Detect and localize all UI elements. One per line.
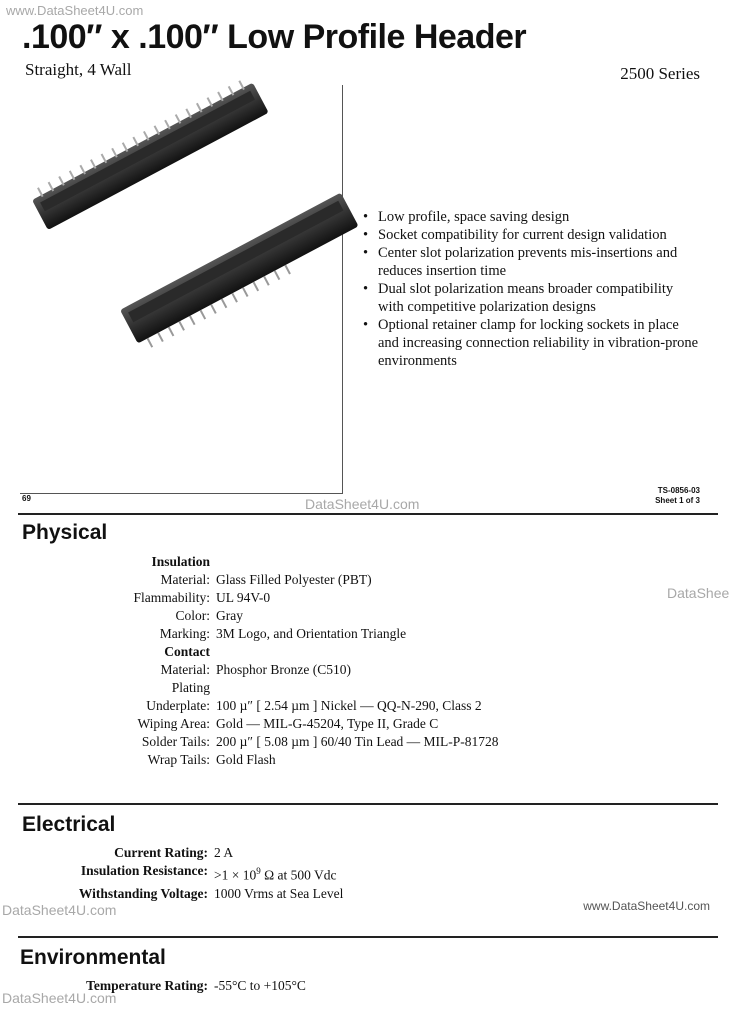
physical-specs xyxy=(0,553,499,769)
spec-label: Insulation Resistance: xyxy=(80,863,208,878)
spec-value: 2 A xyxy=(214,845,234,860)
spec-label: Current Rating: xyxy=(114,845,208,860)
watermark-middle: DataSheet4U.com xyxy=(305,496,420,512)
spec-label: Material: xyxy=(160,662,210,677)
section-divider xyxy=(18,513,718,515)
connector-back xyxy=(28,76,268,230)
spec-label: Underplate: xyxy=(146,698,210,713)
physical-heading: Physical xyxy=(22,521,108,544)
spec-value: 1000 Vrms at Sea Level xyxy=(214,885,344,901)
watermark-left: DataSheet4U.com xyxy=(2,902,117,918)
value-prefix: >1 × 10 xyxy=(214,867,257,883)
section-divider xyxy=(18,803,718,805)
series-label: 2500 Series xyxy=(620,64,700,83)
spec-value xyxy=(214,862,337,885)
header-connector-illustration xyxy=(20,85,342,493)
product-photo xyxy=(20,85,343,494)
spec-label: Temperature Rating: xyxy=(86,978,208,993)
connector-front xyxy=(120,193,363,353)
plating-group-label: Plating xyxy=(171,680,210,695)
spec-value: 200 µ″ [ 5.08 µm ] 60/40 Tin Lead — MIL-P-81728 xyxy=(216,734,499,749)
environmental-heading: Environmental xyxy=(20,946,166,969)
electrical-heading: Electrical xyxy=(22,813,116,836)
spec-value: Gray xyxy=(216,608,243,623)
spec-label: Withstanding Voltage: xyxy=(78,885,208,901)
value-suffix: Ω at 500 Vdc xyxy=(260,867,337,883)
feature-item: • Dual slot polarization means broader compatibility with competitive polarization designs xyxy=(360,280,700,316)
feature-item: • Optional retainer clamp for locking sockets in place and increasing connection reliability in vibration-prone environments xyxy=(360,316,700,370)
insulation-group-label: Insulation xyxy=(151,554,210,569)
feature-item: • Socket compatibility for current design validation xyxy=(360,226,700,244)
feature-item: • Low profile, space saving design xyxy=(360,208,700,226)
photo-sheet-number: Sheet 1 of 3 xyxy=(655,496,700,505)
photo-corner-label: 69 xyxy=(22,494,31,503)
spec-label: Flammability: xyxy=(133,590,210,605)
spec-value: Gold Flash xyxy=(216,752,276,767)
watermark-right: www.DataSheet4U.com xyxy=(583,899,710,913)
spec-label: Wiping Area: xyxy=(137,716,210,731)
spec-label: Marking: xyxy=(159,626,210,641)
electrical-specs xyxy=(0,844,343,903)
spec-label: Solder Tails: xyxy=(141,734,210,749)
watermark-top: www.DataSheet4U.com xyxy=(6,3,144,18)
feature-item: • Center slot polarization prevents mis-insertions and reduces insertion time xyxy=(360,244,700,280)
spec-label: Material: xyxy=(160,572,210,587)
value-exponent: 9 xyxy=(256,866,261,876)
watermark-bottom-left: DataSheet4U.com xyxy=(2,990,117,1006)
watermark-right-edge: DataShee xyxy=(667,585,729,601)
spec-label: Color: xyxy=(175,608,210,623)
spec-value: 100 µ″ [ 2.54 µm ] Nickel — QQ-N-290, Class 2 xyxy=(216,698,482,713)
spec-label: Wrap Tails: xyxy=(147,752,210,767)
page-subtitle: Straight, 4 Wall xyxy=(25,60,132,79)
section-divider xyxy=(18,936,718,938)
feature-list xyxy=(360,208,700,370)
spec-value: UL 94V-0 xyxy=(216,590,271,605)
spec-value: Glass Filled Polyester (PBT) xyxy=(216,572,372,587)
photo-ref-code: TS-0856-03 xyxy=(657,486,700,495)
spec-value: -55°C to +105°C xyxy=(214,978,306,993)
spec-value: 3M Logo, and Orientation Triangle xyxy=(216,626,407,641)
contact-group-label: Contact xyxy=(164,644,210,659)
spec-value: Phosphor Bronze (C510) xyxy=(216,662,351,677)
spec-value: Gold — MIL-G-45204, Type II, Grade C xyxy=(216,716,439,731)
page-title: .100″ x .100″ Low Profile Header xyxy=(22,18,527,56)
